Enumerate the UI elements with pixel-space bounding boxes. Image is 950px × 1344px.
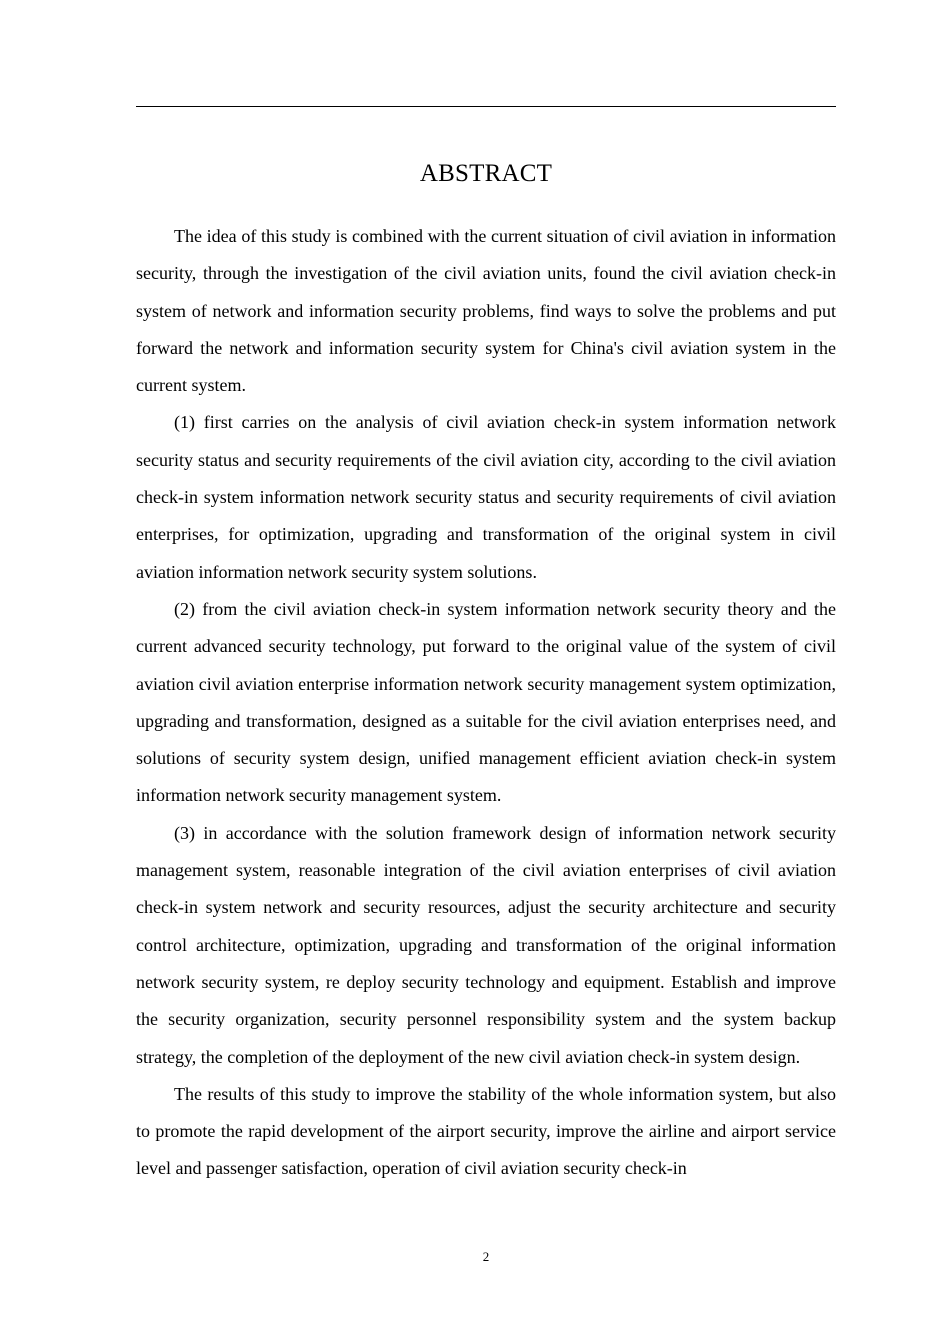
abstract-paragraph-2: (2) from the civil aviation check-in system information network security theory and the current advanced security technology, put forward to the original value of the system of civil aviation civil aviation enterprise information network security management system optimization, upgrading and transformation, designed as a suitable for the civil aviation enterprises need, and solutions of security system design, unified management efficient aviation check-in system information network security management system. xyxy=(136,598,836,806)
page-number: 2 xyxy=(482,1249,490,1264)
abstract-paragraph-3: (3) in accordance with the solution framework design of information network security management system, reasonable integration of the civil aviation enterprises of civil aviation check-in system network and security resources, adjust the security architecture and security control architecture, optimization, upgrading and transformation of the original information network security system, re deploy security technology and equipment. Establish and improve the security organization, security personnel responsibility system and the system backup strategy, the completion of the deployment of the new civil aviation check-in system design. xyxy=(136,822,836,1067)
abstract-paragraph-intro: The idea of this study is combined with the current situation of civil aviation in information security, through the investigation of the civil aviation units, found the civil aviation check-in system of network and information security problems, find ways to solve the problems and put forward the network and information security system for China's civil aviation system in the current system. xyxy=(136,226,836,396)
header-rule xyxy=(136,106,836,107)
page-title: ABSTRACT xyxy=(419,160,553,187)
abstract-paragraph-results: The results of this study to improve the stability of the whole information system, but also to promote the rapid development of the airport security, improve the airline and airport service level and passenger satisfaction, operation of civil aviation security check-in xyxy=(136,1083,836,1179)
abstract-paragraph-1: (1) first carries on the analysis of civil aviation check-in system information network security status and security requirements of the civil aviation city, according to the civil aviation check-in system information network security status and security requirements of civil aviation enterprises, for optimization, upgrading and transformation of the original system in civil aviation information network security system solutions. xyxy=(136,412,836,582)
abstract-body xyxy=(136,218,836,1188)
